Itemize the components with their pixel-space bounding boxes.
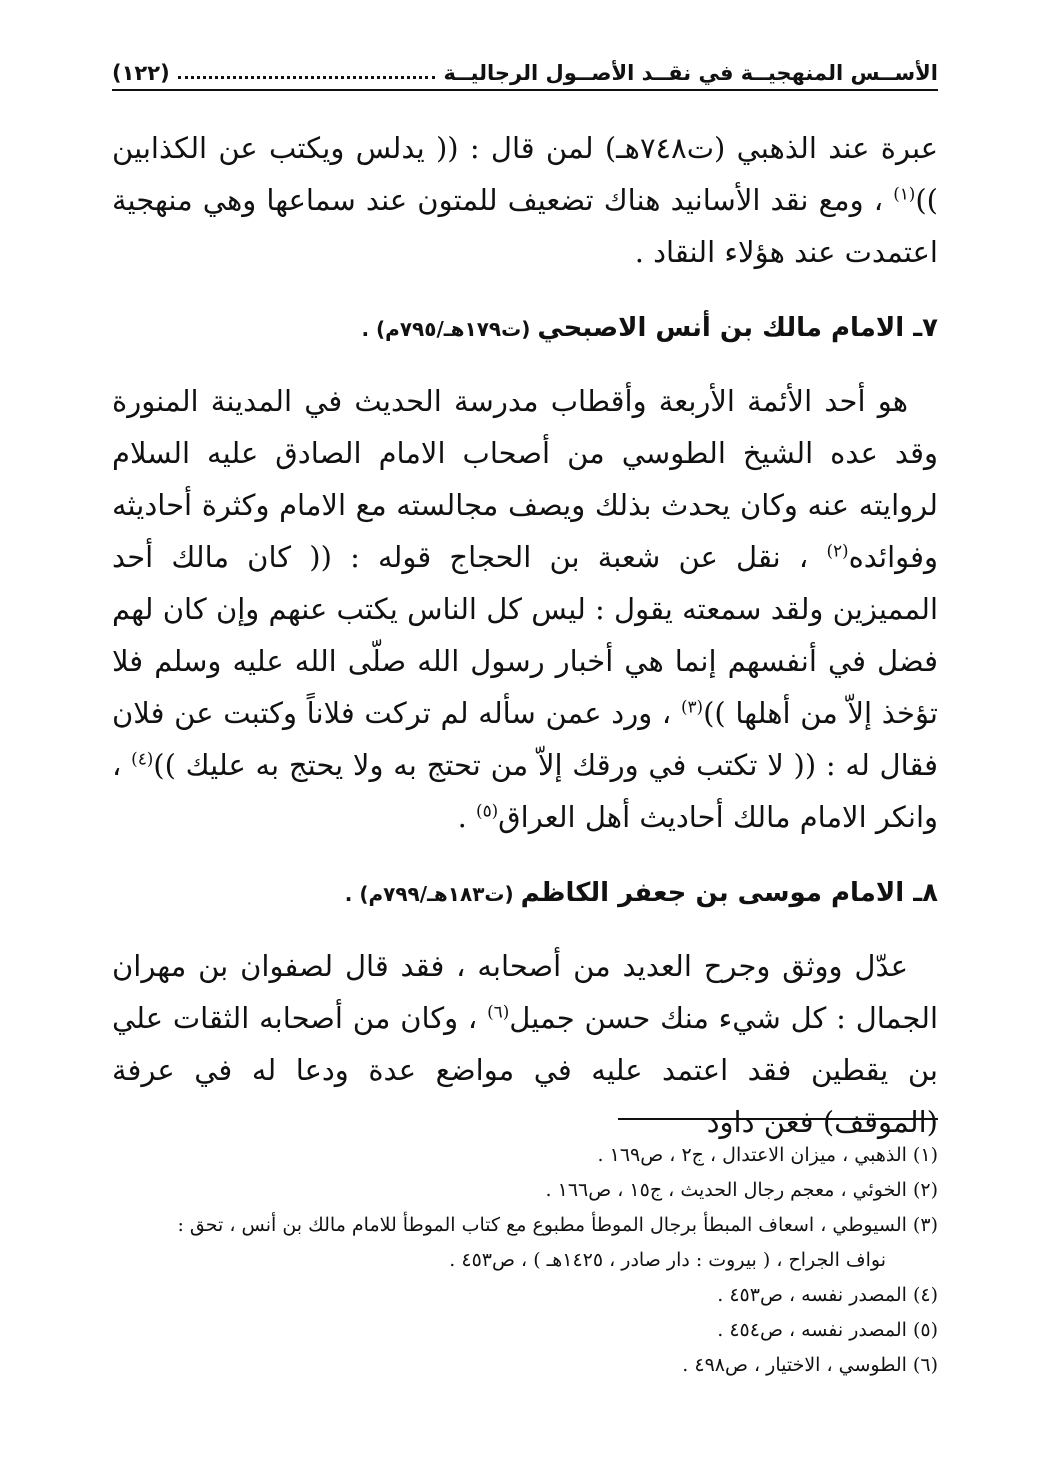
footnote-ref-4: (٤) (131, 748, 154, 769)
heading-8-dates: (ت١٨٣هـ/٧٩٩م) . (344, 882, 521, 906)
leader-dots (178, 76, 436, 79)
paragraph-2-text-d: ، وانكر الامام مالك أحاديث أهل العراق (112, 748, 938, 834)
footnote-2: (٢) الخوئي ، معجم رجال الحديث ، ج١٥ ، ص١٦٦ . (545, 1179, 938, 1201)
footnotes (112, 1138, 938, 1383)
page-number: (١٢٢) (112, 61, 170, 85)
paragraph-3 (112, 940, 938, 1148)
paragraph-1-text-b: ، ومع نقد الأسانيد هناك تضعيف للمتون عند سماعها وهي منهجية اعتمدت عند هؤلاء النقاد . (112, 183, 938, 269)
footnote-ref-1: (١) (893, 183, 916, 204)
paragraph-2-text-b: ، نقل عن شعبة بن الحجاج قوله : (( كان مالك أحد المميزين ولقد سمعته يقول : ليس كل الناس يكتب عنهم وإن كان لهم فضل في أنفسهم إنما هي أخبار رسول الله صلّى الله عليه وسلم فلا تؤخذ إلاّ من أهلها )) (112, 540, 938, 730)
footnote-6: (٦) الطوسي ، الاختيار ، ص٤٩٨ . (682, 1354, 938, 1376)
running-header (112, 45, 938, 85)
paragraph-2-text-a: هو أحد الأئمة الأربعة وأقطاب مدرسة الحديث في المدينة المنورة وقد عده الشيخ الطوسي من أصحاب الامام الصادق عليه السلام لروايته عنه وكان يحدث بذلك ويصف مجالسته مع الامام وكثرة أحاديثه وفوائده (112, 384, 939, 574)
footnote-5: (٥) المصدر نفسه ، ص٤٥٤ . (717, 1319, 938, 1341)
heading-8-text: ٨ـ الامام موسى بن جعفر الكاظم (520, 878, 938, 908)
footnote-ref-3: (٣) (680, 696, 704, 717)
footnote-4: (٤) المصدر نفسه ، ص٤٥٣ . (717, 1284, 938, 1306)
footnote-separator (618, 1118, 938, 1120)
running-title: الأســس المنهجيــة في نقــد الأصــول الرجاليــة (443, 61, 938, 85)
paragraph-2-text-c: ، ورد عمن سأله لم تركت فلاناً وكتبت عن فلان فقال له : (( لا تكتب في ورقك إلاّ من تحتج به ولا يحتج به عليك )) (112, 696, 939, 782)
footnote-1: (١) الذهبي ، ميزان الاعتدال ، ج٢ ، ص١٦٩ . (597, 1144, 938, 1166)
section-heading-8 (112, 873, 938, 914)
paragraph-1 (112, 122, 938, 278)
paragraph-3-text-b: ، وكان من أصحابه الثقات علي بن يقطين فقد اعتمد عليه في مواضع عدة ودعا له في عرفة (الموقف) فعن داود (112, 1001, 938, 1139)
heading-7-text: ٧ـ الامام مالك بن أنس الاصبحي (537, 313, 938, 343)
paragraph-3-text-a: عدّل ووثق وجرح العديد من أصحابه ، فقد قال لصفوان بن مهران الجمال : كل شيء منك حسن جميل (112, 949, 939, 1035)
paragraph-2-text-e: . (457, 800, 476, 834)
footnote-3: (٣) السيوطي ، اسعاف المبطأ برجال الموطأ مطبوع مع كتاب الموطأ للامام مالك بن أنس ، تحق : (177, 1214, 938, 1236)
paragraph-2 (112, 375, 938, 843)
footnote-ref-5: (٥) (476, 800, 499, 821)
heading-7-dates: (ت١٧٩هـ/٧٩٥م) . (361, 317, 538, 341)
paragraph-1-text-a: عبرة عند الذهبي (ت٧٤٨هـ) لمن قال : (( يدلس ويكتب عن الكذابين )) (112, 131, 938, 217)
main-text (112, 122, 938, 1148)
header-rule (112, 89, 938, 91)
footnote-ref-6: (٦) (487, 1001, 510, 1022)
footnote-3-continued: نواف الجراح ، ( بيروت : دار صادر ، ١٤٢٥هـ ) ، ص٤٥٣ . (449, 1249, 886, 1271)
footnote-ref-2: (٢) (826, 540, 849, 561)
section-heading-7 (112, 308, 938, 349)
